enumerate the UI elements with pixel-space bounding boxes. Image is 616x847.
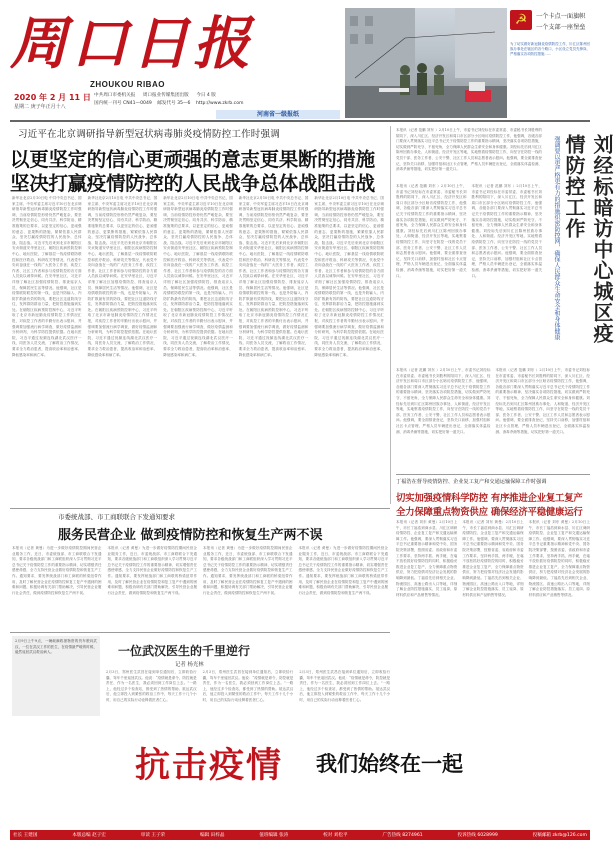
story2-col-1: 本报讯（记者 范鹏 刘东 ）2月10日上午，市委书记刘经标在市委常委、市委秘书长刘胜利的陪同下，深入川汇区、经济开发区和周口市区部分小区暗访疫情防控工作，他强调，各级各部门要深入贯彻落实习近平总书记关于疫情防控工作的重要指示精神，坚决落实各项防控措施，切实做到严防死守、不留死角，全力保障人民群众生命安全和身体健康。刘经标先后到川汇区陈州回族办事处、人和街道、经济开发区等地，实地察看疫情防控工作，向坚守在防控一线的党员干部、医务工作者、公安干警、社区工作人员和志愿者表示慰问。他强调，要全面排查登记，坚持关口前移，加强村组和社区卡点管理，严格人员车辆进出登记，全面落实体温检测、消毒杀菌等措施，切实把好第一道关口。 xyxy=(396,184,467,278)
party-emblem-icon: ☭ xyxy=(510,10,532,30)
newspaper-title: 周口日报 xyxy=(10,10,254,77)
footer-item: 广告热线 8274961 xyxy=(382,833,423,838)
lead-kicker: 习近平在北京调研指导新型冠状病毒肺炎疫情防控工作时强调 xyxy=(18,129,280,140)
footer-item: 审读 王子荣 xyxy=(140,833,166,838)
story2-col-4: 本报讯（记者 范鹏 刘东 ）2月10日上午，市委书记刘经标在市委常委、市委秘书长刘胜利的陪同下，深入川汇区、经济开发区和周口市区部分小区暗访疫情防控工作，他强调，各级各部门要深入贯彻落实习近平总书记关于疫情防控工作的重要指示精神，坚决落实各项防控措施，切实做到严防死守、不留死角，全力保障人民群众生命安全和身体健康。刘经标先后到川汇区陈州回族办事处、人和街道、经济开发区等地，实地察看疫情防控工作，向坚守在防控一线的党员干部、医务工作者、公安干警、社区工作人员和志愿者表示慰问。他强调，要全面排查登记，坚持关口前移，加强村组和社区卡点管理，严格人员车辆进出登记，全面落实体温检测、消毒杀菌等措施，切实把好第一道关口。 xyxy=(495,368,590,434)
story2-col-3: 本报讯（记者 范鹏 刘东 ）2月10日上午，市委书记刘经标在市委常委、市委秘书长刘胜利的陪同下，深入川汇区、经济开发区和周口市区部分小区暗访疫情防控工作，他强调，各级各部门要深入贯彻落实习近平总书记关于疫情防控工作的重要指示精神，坚决落实各项防控措施，切实做到严防死守、不留死角，全力保障人民群众生命安全和身体健康。刘经标先后到川汇区陈州回族办事处、人和街道、经济开发区等地，实地察看疫情防控工作，向坚守在防控一线的党员干部、医务工作者、公安干警、社区工作人员和志愿者表示慰问。他强调，要全面排查登记，坚持关口前移，加强村组和社区卡点管理，严格人员车辆进出登记，全面落实体温检测、消毒杀菌等措施，切实把好第一道关口。 xyxy=(396,368,491,434)
story4-headline: 服务民营企业 做到疫情防控和恢复生产两不误 xyxy=(58,528,323,543)
story5-col-1: 2月3日，郑州医生武昌在接到单位通知后，立即收拾行囊，驾车千里返回武汉。他说：“疫情就是命令，防控就是责任，作为一名医生，我必须回到工作岗位上去。”一路上，他经过多个检查站，都受到了热情的帮助。抵达武汉后，他立即投入到紧张的救治工作中，每天工作十几个小时，用自己的实际行动诠释着医者仁心。 xyxy=(106,670,197,702)
lead-headline-2: 坚决打赢疫情防控的人民战争总体战阻击战 xyxy=(10,172,375,195)
lead-body-col-3: 新华社北京2月10日电 中共中央总书记、国家主席、中央军委主席习近平10日在北京调研指导新型冠状病毒肺炎疫情防控工作时强调，当前疫情防控形势仍然严峻复杂，要坚决贯彻坚定信心、同舟共济、科学防治、精准施策的总要求，以更坚定的信心、更顽强的意志、更果断的措施，紧紧依靠人民群众，坚决打赢疫情防控的人民战争、总体战、阻击战。习近平先后来到北京市朝阳区安贞街道安华里社区、朝阳区疾病预防控制中心、地坛医院，了解基层一线疫情联防联控和医疗救治、科研攻关等情况，代表党中央向奋战在一线的广大医务工作者、疾控工作者、社区工作者和参与疫情防控的各方面人员致以诚挚问候。在安华里社区，习近平详细了解社区加强疫情防控、排查返京人员、保障居民生活等情况。他强调，社区是疫情联防联控的第一线，也是外防输入、内防扩散最有效的防线，要把社区这道防线守住，发挥群防群治力量，把防控措施落到实处。在朝阳区疾病预防控制中心，习近平听取了北京市新冠肺炎疫情防控工作情况汇报，对疾控工作者的辛勤付出表示慰问，并强调要加强流行病学调查，做好疫情监测和分析研判，为科学防控提供依据。在地坛医院，习近平通过视频连线湖北武汉医疗一线，同医务人员交流，了解救治工作情况，要求全力救治患者，提高收治率和治愈率、降低感染率和病亡率。 xyxy=(163,196,233,357)
issue-weekday: 星期二 庚子年正月十八 xyxy=(14,104,66,110)
publisher-info xyxy=(94,92,274,108)
story2-headline: 刘经标暗访中心城区疫情防控工作 xyxy=(562,134,614,344)
slogan-line-1: 一个卡点一面旗帜 xyxy=(536,13,586,20)
page-count: 今日 4 版 xyxy=(196,93,216,98)
story5-intro: 2月9日上午9点，一辆载满救援物资的货车驶向武汉，一位在武汉工作的医生，在疫情最严峻的时候，毅然返回武汉救治病人。 xyxy=(12,636,100,716)
story4-top-rule xyxy=(10,508,390,509)
campaign-banner xyxy=(10,722,590,814)
story3-col-1: 本报讯（记者 刘东 黄曼）2月10日上午，市长丁福浩到商水县、川汇区调研疫情防控、企业复工复产和交通运输保障工作。他强调，要深入贯彻落实习近平总书记重要指示精神和党中央、国务院决策部署，按照省委、省政府和市委工作要求，坚持两手抓、两手硬，在毫不放松抓好疫情防控的同时，积极稳妥推进企业复工复产，全力保障重点物资供应，努力把疫情对经济社会发展的影响降到最低。丁福浩先后到相关企业、物流园区、高速公路出入口等地，详细了解企业防控措施落实、员工返岗、原材料供应和产品销售等情况。 xyxy=(396,520,458,597)
cn-number: 国内统一刊号 CN41—0049 xyxy=(94,101,152,106)
story3-body-columns xyxy=(396,520,590,716)
story4-kicker: 市委统战部、市工商联联合下发通知要求 xyxy=(58,513,175,521)
story4-body-columns xyxy=(12,546,388,628)
lead-body-col-5: 新华社北京2月10日电 中共中央总书记、国家主席、中央军委主席习近平10日在北京调研指导新型冠状病毒肺炎疫情防控工作时强调，当前疫情防控形势仍然严峻复杂，要坚决贯彻坚定信心、同舟共济、科学防治、精准施策的总要求，以更坚定的信心、更顽强的意志、更果断的措施，紧紧依靠人民群众，坚决打赢疫情防控的人民战争、总体战、阻击战。习近平先后来到北京市朝阳区安贞街道安华里社区、朝阳区疾病预防控制中心、地坛医院，了解基层一线疫情联防联控和医疗救治、科研攻关等情况，代表党中央向奋战在一线的广大医务工作者、疾控工作者、社区工作者和参与疫情防控的各方面人员致以诚挚问候。在安华里社区，习近平详细了解社区加强疫情防控、排查返京人员、保障居民生活等情况。他强调，社区是疫情联防联控的第一线，也是外防输入、内防扩散最有效的防线，要把社区这道防线守住，发挥群防群治力量，把防控措施落到实处。在朝阳区疾病预防控制中心，习近平听取了北京市新冠肺炎疫情防控工作情况汇报，对疾控工作者的辛勤付出表示慰问，并强调要加强流行病学调查，做好疫情监测和分析研判，为科学防控提供依据。在地坛医院，习近平通过视频连线湖北武汉医疗一线，同医务人员交流，了解救治工作情况，要求全力救治患者，提高收治率和治愈率、降低感染率和病亡率。 xyxy=(314,196,384,357)
post-code: 邮发代号 35—6 xyxy=(157,101,191,106)
lead-body-col-2: 新华社北京2月10日电 中共中央总书记、国家主席、中央军委主席习近平10日在北京调研指导新型冠状病毒肺炎疫情防控工作时强调，当前疫情防控形势仍然严峻复杂，要坚决贯彻坚定信心、同舟共济、科学防治、精准施策的总要求，以更坚定的信心、更顽强的意志、更果断的措施，紧紧依靠人民群众，坚决打赢疫情防控的人民战争、总体战、阻击战。习近平先后来到北京市朝阳区安贞街道安华里社区、朝阳区疾病预防控制中心、地坛医院，了解基层一线疫情联防联控和医疗救治、科研攻关等情况，代表党中央向奋战在一线的广大医务工作者、疾控工作者、社区工作者和参与疫情防控的各方面人员致以诚挚问候。在安华里社区，习近平详细了解社区加强疫情防控、排查返京人员、保障居民生活等情况。他强调，社区是疫情联防联控的第一线，也是外防输入、内防扩散最有效的防线，要把社区这道防线守住，发挥群防群治力量，把防控措施落到实处。在朝阳区疾病预防控制中心，习近平听取了北京市新冠肺炎疫情防控工作情况汇报，对疾控工作者的辛勤付出表示慰问，并强调要加强流行病学调查，做好疫情监测和分析研判，为科学防控提供依据。在地坛医院，习近平通过视频连线湖北武汉医疗一线，同医务人员交流，了解救治工作情况，要求全力救治患者，提高收治率和治愈率、降低感染率和病亡率。 xyxy=(87,196,158,357)
story2-body-lower xyxy=(396,368,590,468)
story5-col-2: 2月3日，郑州医生武昌在接到单位通知后，立即收拾行囊，驾车千里返回武汉。他说：“疫情就是命令，防控就是责任，作为一名医生，我必须回到工作岗位上去。”一路上，他经过多个检查站，都受到了热情的帮助。抵达武汉后，他立即投入到紧张的救治工作中，每天工作十几个小时，用自己的实际行动诠释着医者仁心。 xyxy=(202,670,294,702)
footer-item: 值班编辑 张涛 xyxy=(259,833,289,838)
checkpoint-photo xyxy=(345,8,507,118)
footer-item: 投诉热线 6028999 xyxy=(457,833,498,838)
story5-headline: 一位武汉医生的千里逆行 xyxy=(118,644,251,658)
publisher-1: 中共周口市委机关报 xyxy=(94,93,136,98)
publisher-2: 周口报业传媒集团出版 xyxy=(142,93,189,98)
story5-byline: 记者 杨光林 xyxy=(175,662,204,668)
story2-body-a: 本报讯（记者 范鹏 刘东 ）2月10日上午，市委书记刘经标在市委常委、市委秘书长刘胜利的陪同下，深入川汇区、经济开发区和周口市区部分小区暗访疫情防控工作，他强调，各级各部门要深入贯彻落实习近平总书记关于疫情防控工作的重要指示精神，坚决落实各项防控措施，切实做到严防死守、不留死角，全力保障人民群众生命安全和身体健康。刘经标先后到川汇区陈州回族办事处、人和街道、经济开发区等地，实地察看疫情防控工作，向坚守在防控一线的党员干部、医务工作者、公安干警、社区工作人员和志愿者表示慰问。他强调，要全面排查登记，坚持关口前移，加强村组和社区卡点管理，严格人员车辆进出登记，全面落实体温检测、消毒杀菌等措施，切实把好第一道关口。 xyxy=(396,128,542,172)
column-divider xyxy=(390,126,391,504)
photo-caption: 为了切实做好新冠肺炎疫情防控工作，川汇区陈州回族办事处在辖区的各个路口、小区设立党员先锋岗，严格落实各项防控措施…… xyxy=(510,42,590,57)
footer-item: 本版总编 赵子宏 xyxy=(72,833,106,838)
story2-subhead: 强调要以更严格更有力的措施织密防控网，确保人民群众生命安全和身体健康 xyxy=(553,136,560,340)
story4-col-3: 本报讯（记者 黄曼）为进一步做好疫情防控期间民营企业服务工作，近日，市委统战部、市工商联联合下发通知，要求各级统战部门和工商联组织深入学习贯彻习近平总书记关于疫情防控工作的重要指示精神，切实增强责任感使命感，全力支持民营企业做好疫情防控和恢复生产工作。通知要求，要发挥统战部门和工商联的桥梁纽带作用，及时了解民营企业在疫情防控和复工复产中遇到的困难和问题，积极协调有关部门帮助解决，引导民营企业履行社会责任，做到疫情防控和恢复生产两不误。 xyxy=(203,546,293,595)
honor-strip: 河南省一级报纸 xyxy=(216,110,340,119)
lead-headline-1: 以更坚定的信心更顽强的意志更果断的措施 xyxy=(10,148,375,171)
story3-col-3: 本报讯（记者 刘东 黄曼）2月10日上午，市长丁福浩到商水县、川汇区调研疫情防控、企业复工复产和交通运输保障工作。他强调，要深入贯彻落实习近平总书记重要指示精神和党中央、国务院决策部署，按照省委、省政府和市委工作要求，坚持两手抓、两手硬，在毫不放松抓好疫情防控的同时，积极稳妥推进企业复工复产，全力保障重点物资供应，努力把疫情对经济社会发展的影响降到最低。丁福浩先后到相关企业、物流园区、高速公路出入口等地，详细了解企业防控措施落实、员工返岗、原材料供应和产品销售等情况。 xyxy=(528,520,590,597)
issue-date: 2020 年 2 月 11 日 xyxy=(14,93,91,102)
story3-kicker: 丁福浩在督导疫情防控、企业复工复产和交通运输保障工作时强调 xyxy=(396,479,547,485)
footer-item: 校对 刘松平 xyxy=(323,833,348,838)
story2-body-columns xyxy=(396,184,542,364)
story5-col-3: 2月3日，郑州医生武昌在接到单位通知后，立即收拾行囊，驾车千里返回武汉。他说：“疫情就是命令，防控就是责任，作为一名医生，我必须回到工作岗位上去。”一路上，他经过多个检查站，都受到了热情的帮助。抵达武汉后，他立即投入到紧张的救治工作中，每天工作十几个小时，用自己的实际行动诠释着医者仁心。 xyxy=(299,670,391,702)
banner-main-text: 抗击疫情 xyxy=(135,746,284,786)
story4-col-1: 本报讯（记者 黄曼）为进一步做好疫情防控期间民营企业服务工作，近日，市委统战部、市工商联联合下发通知，要求各级统战部门和工商联组织深入学习贯彻习近平总书记关于疫情防控工作的重要指示精神，切实增强责任感使命感，全力支持民营企业做好疫情防控和恢复生产工作。通知要求，要发挥统战部门和工商联的桥梁纽带作用，及时了解民营企业在疫情防控和复工复产中遇到的困难和问题，积极协调有关部门帮助解决，引导民营企业履行社会责任，做到疫情防控和恢复生产两不误。 xyxy=(12,546,102,595)
lead-body-col-1: 新华社北京2月10日电 中共中央总书记、国家主席、中央军委主席习近平10日在北京调研指导新型冠状病毒肺炎疫情防控工作时强调，当前疫情防控形势仍然严峻复杂，要坚决贯彻坚定信心、同舟共济、科学防治、精准施策的总要求，以更坚定的信心、更顽强的意志、更果断的措施，紧紧依靠人民群众，坚决打赢疫情防控的人民战争、总体战、阻击战。习近平先后来到北京市朝阳区安贞街道安华里社区、朝阳区疾病预防控制中心、地坛医院，了解基层一线疫情联防联控和医疗救治、科研攻关等情况，代表党中央向奋战在一线的广大医务工作者、疾控工作者、社区工作者和参与疫情防控的各方面人员致以诚挚问候。在安华里社区，习近平详细了解社区加强疫情防控、排查返京人员、保障居民生活等情况。他强调，社区是疫情联防联控的第一线，也是外防输入、内防扩散最有效的防线，要把社区这道防线守住，发挥群防群治力量，把防控措施落到实处。在朝阳区疾病预防控制中心，习近平听取了北京市新冠肺炎疫情防控工作情况汇报，对疾控工作者的辛勤付出表示慰问，并强调要加强流行病学调查，做好疫情监测和分析研判，为科学防控提供依据。在地坛医院，习近平通过视频连线湖北武汉医疗一线，同医务人员交流，了解救治工作情况，要求全力救治患者，提高收治率和治愈率、降低感染率和病亡率。 xyxy=(12,196,82,357)
footer-item: 编辑 田梓晶 xyxy=(199,833,225,838)
footer-bar xyxy=(10,830,590,840)
story3-headline-2: 全力保障重点物资供应 确保经济平稳健康运行 xyxy=(396,507,583,518)
story5-top-rule xyxy=(10,632,390,633)
story3-top-rule xyxy=(396,474,590,475)
story4-col-2: 本报讯（记者 黄曼）为进一步做好疫情防控期间民营企业服务工作，近日，市委统战部、市工商联联合下发通知，要求各级统战部门和工商联组织深入学习贯彻习近平总书记关于疫情防控工作的重要指示精神，切实增强责任感使命感，全力支持民营企业做好疫情防控和恢复生产工作。通知要求，要发挥统战部门和工商联的桥梁纽带作用，及时了解民营企业在疫情防控和复工复产中遇到的困难和问题，积极协调有关部门帮助解决，引导民营企业履行社会责任，做到疫情防控和恢复生产两不误。 xyxy=(107,546,197,595)
story3-col-2: 本报讯（记者 刘东 黄曼）2月10日上午，市长丁福浩到商水县、川汇区调研疫情防控、企业复工复产和交通运输保障工作。他强调，要深入贯彻落实习近平总书记重要指示精神和党中央、国务院决策部署，按照省委、省政府和市委工作要求，坚持两手抓、两手硬，在毫不放松抓好疫情防控的同时，积极稳妥推进企业复工复产，全力保障重点物资供应，努力把疫情对经济社会发展的影响降到最低。丁福浩先后到相关企业、物流园区、高速公路出入口等地，详细了解企业防控措施落实、员工返岗、原材料供应和产品销售等情况。 xyxy=(462,520,524,597)
footer-item: 投稿邮箱 zkrb@126.com xyxy=(532,833,587,838)
website: http://www.zkrb.com xyxy=(195,101,244,106)
story5-body-columns xyxy=(106,670,390,718)
story4-col-4: 本报讯（记者 黄曼）为进一步做好疫情防控期间民营企业服务工作，近日，市委统战部、市工商联联合下发通知，要求各级统战部门和工商联组织深入学习贯彻习近平总书记关于疫情防控工作的重要指示精神，切实增强责任感使命感，全力支持民营企业做好疫情防控和恢复生产工作。通知要求，要发挥统战部门和工商联的桥梁纽带作用，及时了解民营企业在疫情防控和复工复产中遇到的困难和问题，积极协调有关部门帮助解决，引导民营企业履行社会责任，做到疫情防控和恢复生产两不误。 xyxy=(298,546,388,595)
party-emblem-box xyxy=(510,8,590,38)
footer-item: 社长 王建国 xyxy=(13,833,38,838)
newspaper-pinyin: ZHOUKOU RIBAO xyxy=(90,80,165,89)
story3-headline-1: 切实加强疫情科学防控 有序推进企业复工复产 xyxy=(396,493,583,504)
banner-sub-text: 我们始终在一起 xyxy=(316,751,463,776)
masthead-rule xyxy=(10,120,590,122)
lead-body-columns xyxy=(12,196,384,502)
lead-body-col-4: 新华社北京2月10日电 中共中央总书记、国家主席、中央军委主席习近平10日在北京调研指导新型冠状病毒肺炎疫情防控工作时强调，当前疫情防控形势仍然严峻复杂，要坚决贯彻坚定信心、同舟共济、科学防治、精准施策的总要求，以更坚定的信心、更顽强的意志、更果断的措施，紧紧依靠人民群众，坚决打赢疫情防控的人民战争、总体战、阻击战。习近平先后来到北京市朝阳区安贞街道安华里社区、朝阳区疾病预防控制中心、地坛医院，了解基层一线疫情联防联控和医疗救治、科研攻关等情况，代表党中央向奋战在一线的广大医务工作者、疾控工作者、社区工作者和参与疫情防控的各方面人员致以诚挚问候。在安华里社区，习近平详细了解社区加强疫情防控、排查返京人员、保障居民生活等情况。他强调，社区是疫情联防联控的第一线，也是外防输入、内防扩散最有效的防线，要把社区这道防线守住，发挥群防群治力量，把防控措施落到实处。在朝阳区疾病预防控制中心，习近平听取了北京市新冠肺炎疫情防控工作情况汇报，对疾控工作者的辛勤付出表示慰问，并强调要加强流行病学调查，做好疫情监测和分析研判，为科学防控提供依据。在地坛医院，习近平通过视频连线湖北武汉医疗一线，同医务人员交流，了解救治工作情况，要求全力救治患者，提高收治率和治愈率、降低感染率和病亡率。 xyxy=(238,196,309,357)
story2-col-2: 本报讯（记者 范鹏 刘东 ）2月10日上午，市委书记刘经标在市委常委、市委秘书长刘胜利的陪同下，深入川汇区、经济开发区和周口市区部分小区暗访疫情防控工作，他强调，各级各部门要深入贯彻落实习近平总书记关于疫情防控工作的重要指示精神，坚决落实各项防控措施，切实做到严防死守、不留死角，全力保障人民群众生命安全和身体健康。刘经标先后到川汇区陈州回族办事处、人和街道、经济开发区等地，实地察看疫情防控工作，向坚守在防控一线的党员干部、医务工作者、公安干警、社区工作人员和志愿者表示慰问。他强调，要全面排查登记，坚持关口前移，加强村组和社区卡点管理，严格人员车辆进出登记，全面落实体温检测、消毒杀菌等措施，切实把好第一道关口。 xyxy=(471,184,542,278)
slogan-line-2: 一个支部一座堡垒 xyxy=(536,24,586,31)
checkpoint-illustration xyxy=(345,8,507,118)
